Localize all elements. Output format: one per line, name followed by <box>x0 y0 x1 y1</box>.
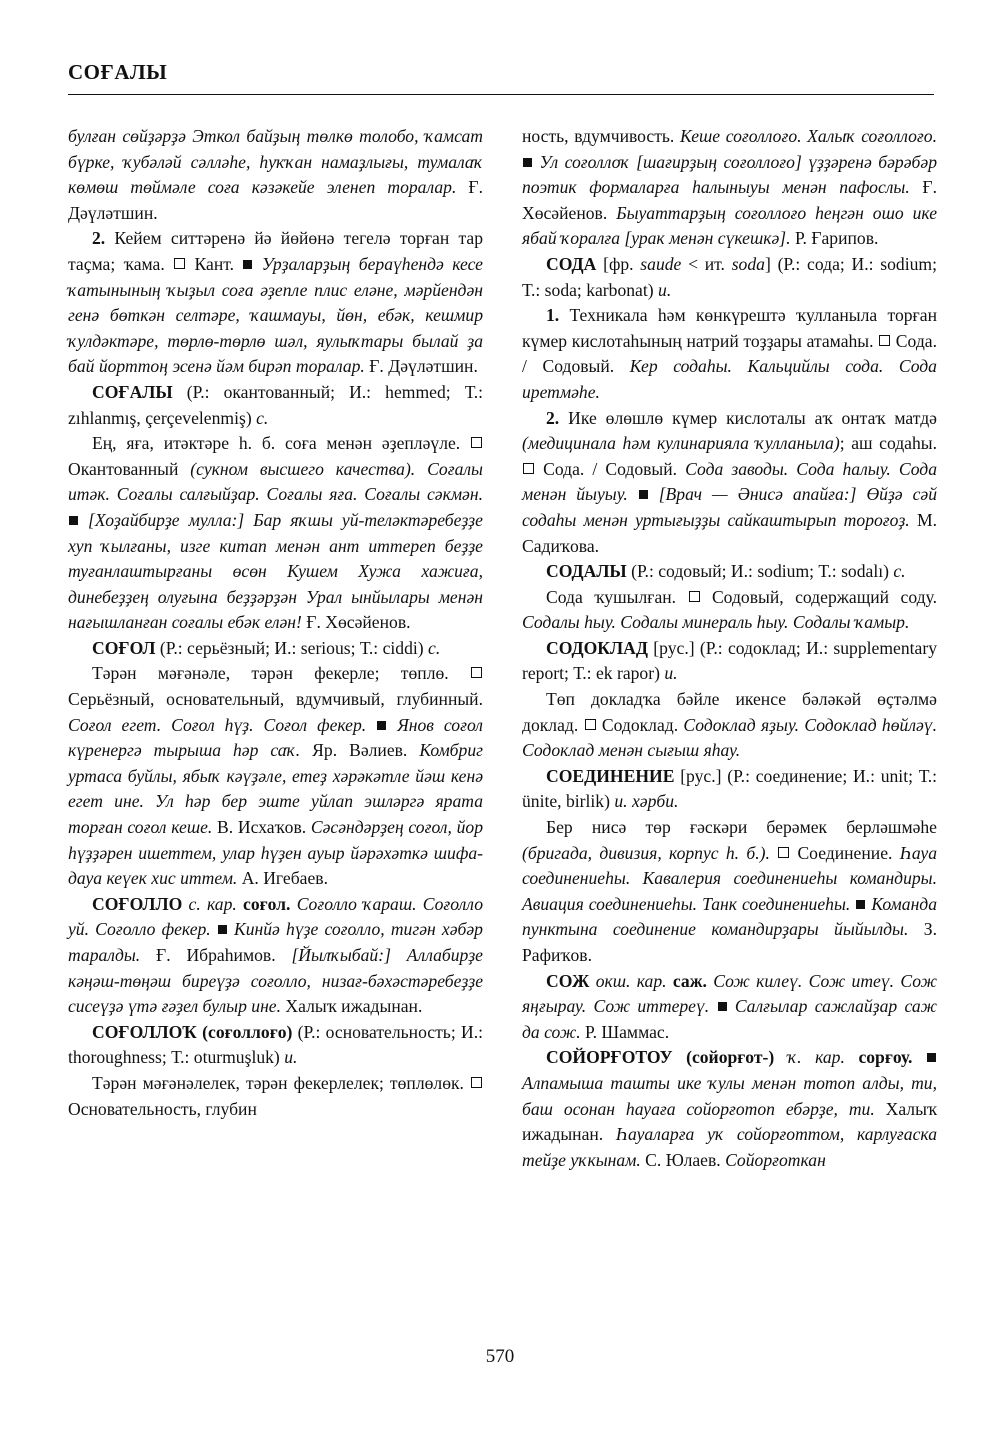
body-text: < ит. <box>681 253 732 274</box>
body-text: Содоклад. <box>596 714 679 735</box>
left-column <box>68 124 483 1122</box>
citation-marker-icon <box>927 1053 936 1062</box>
translation-marker-icon <box>879 335 890 346</box>
example-text: Салғылар сажлайҙар саж да сож. <box>522 996 937 1042</box>
example-text: Содалы һыу. Содалы минераль һыу. Содалы ҡамыр. <box>522 612 910 633</box>
body-text: (Р.: содовый; И.: sodium; Т.: sodalı) <box>626 561 894 582</box>
body-text <box>770 843 777 863</box>
bold-text: сорғоу. <box>844 1047 913 1068</box>
body-text: (Р.: основательность; И.: thoroughness; Т.: oturmuşluk) <box>68 1021 483 1068</box>
headword: СОДА <box>546 253 597 274</box>
body-text: Ғ. Хөсәйенов. <box>301 612 411 633</box>
bold-text: саж. <box>666 970 707 991</box>
body-text: Серьёзный, основательный, вдумчивый, глубинный. <box>68 689 483 710</box>
body-text: В. Исхаҡов. <box>212 817 307 838</box>
citation-marker-icon <box>856 900 865 909</box>
example-text: Сож килеү. Сож итеү. Сож яңғырау. Сож иттереү. <box>522 970 937 1017</box>
citation-marker-icon <box>377 721 386 730</box>
right-paragraph <box>522 406 937 560</box>
example-text: Соғалы итәк. Соғалы салғыйҙар. Соғалы яға. Соғалы сәкмән. <box>68 458 483 505</box>
example-text: Һауаларға уҡ сойорғоттом, карлуғаска тейҙе уҡкынам. <box>522 1124 937 1170</box>
body-text: Р. Ғарипов. <box>790 228 879 249</box>
body-text: Халыҡ ижадынан. <box>522 1098 937 1145</box>
right-paragraph <box>522 764 937 815</box>
example-text: [Врач — Әнисә апайға:] Өйҙә сәй содаһы менән уртығыҙҙы сайкаштырып тороғоҙ. <box>522 484 937 530</box>
bold-text: 1. <box>546 305 560 326</box>
grammar-label: с. <box>893 561 906 582</box>
grammar-label: и. <box>284 1047 298 1068</box>
body-text: Ғ. Дәүләтшин. <box>68 177 484 223</box>
body-text: Яр. Вәлиев. <box>300 740 408 761</box>
example-text: Команда пунктына соединение командирҙары йыйылды. <box>522 893 937 940</box>
body-text: Р. Шаммас. <box>580 1021 670 1042</box>
citation-marker-icon <box>218 925 227 934</box>
grammar-label: ҡ. кар. <box>774 1047 845 1068</box>
example-text: Содоклад яҙыу. Содоклад һөйләү. Содоклад менән сығыш яһау. <box>522 714 937 761</box>
example-text: Соғолло ҡараш. Соғолло уй. Соғолло фекер. <box>68 893 483 940</box>
translation-marker-icon <box>471 437 482 448</box>
right-paragraph <box>522 1045 937 1173</box>
translation-marker-icon <box>471 1077 482 1088</box>
body-text: ] (Р.: сода; И.: sodium; Т.: soda; karbonat) <box>522 253 937 300</box>
body-text: Ғ. Хөсәйенов. <box>522 177 937 223</box>
body-text: Сода. / Содовый. <box>535 458 678 479</box>
body-text: [рус.] (Р.: соединение; И.: unit; Т.: ünite, birlik) <box>522 765 937 812</box>
right-paragraph <box>522 303 937 405</box>
left-paragraph <box>68 1071 483 1122</box>
body-text <box>912 1047 926 1067</box>
grammar-label: и. <box>658 279 672 300</box>
headword: СОҒАЛЫ <box>92 381 173 402</box>
headword: СОҒОЛЛОҠ (соғоллоғо) <box>92 1021 293 1042</box>
body-text: Окантованный <box>68 458 191 479</box>
body-text: Соединение. <box>790 842 893 863</box>
right-paragraph <box>522 815 937 969</box>
body-text: Сода ҡушылған. <box>546 586 688 607</box>
body-text: А. Игебаев. <box>237 868 329 889</box>
headword: СОЖ <box>546 970 590 991</box>
bold-text: 2. <box>546 407 560 428</box>
body-text: Төп докладҡа бәйле икенсе бәләкәй өҫтәлмә доклад. <box>522 689 937 735</box>
left-paragraph <box>68 124 483 226</box>
example-text: [Хоҙайбирҙе мулла:] Бар яҡшы уй-теләктәребеҙҙе хуп ҡылғаны, изге китап менән ант иттереп беҙҙе туғанлаштырғаны өсөн Кушем Хужа хажиға, динебеҙҙең олуғына беҙҙәрҙән Урал ынйылары менән нағышланған соғалы ебәк елән! <box>68 509 483 633</box>
body-text: ность, вдумчивость. <box>522 126 675 146</box>
body-text: ; аш содаһы. <box>839 433 938 454</box>
example-text: Кеше соғоллоғо. Халыҡ соғоллоғо. <box>674 126 937 146</box>
example-text: Алпамыша ташты ике ҡулы менән тотоп алды, ти, баш осонан һауаға сойорғотоп ебәрҙе, ти. <box>522 1072 937 1119</box>
right-column <box>522 124 937 1173</box>
right-paragraph <box>522 636 937 687</box>
body-text: Бер нисә төр ғәскәри берәмек берләшмәһе <box>546 817 937 838</box>
body-text: Ғ. Дәүләтшин. <box>364 356 478 377</box>
headword: СОЙОРҒОТОУ (сойорғот-) <box>546 1047 775 1068</box>
body-text: Халыҡ ижадынан. <box>281 996 423 1017</box>
headword: СОДОКЛАД <box>546 637 648 658</box>
right-paragraph <box>522 687 937 764</box>
translation-marker-icon <box>585 719 596 730</box>
left-paragraph <box>68 1020 483 1071</box>
example-text: Янов соғол күренергә тырыша һәр саҡ. <box>68 714 483 761</box>
grammar-label: с. <box>428 637 441 658</box>
example-text: Сода заводы. Сода һалыу. Сода менән йыуыу. <box>522 458 937 505</box>
grammar-label: soda <box>731 253 765 274</box>
body-text: Тәрән мәғәнәле, тәрән фекерле; төплө. <box>92 663 470 684</box>
bold-text: 2. <box>92 228 106 249</box>
body-text: Техникала һәм көнкүрештә ҡулланыла торған күмер кислотаһының натрий тоҙҙары атамаһы. <box>522 305 937 351</box>
grammar-label: (медицинала һәм кулинарияла ҡулланыла) <box>522 433 840 454</box>
left-paragraph <box>68 892 483 1020</box>
body-text: Кейем ситтәренә йә йөйөнә тегелә торған тар таҫма; ҡама. <box>68 228 483 274</box>
left-paragraph <box>68 226 483 380</box>
body-text: [рус.] (Р.: содоклад; И.: supplementary report; Т.: ek rapor) <box>522 637 937 684</box>
body-text: Основательность, глубин <box>68 1098 257 1119</box>
left-paragraph <box>68 431 483 636</box>
body-text: Сода. / Содовый. <box>522 330 937 377</box>
translation-marker-icon <box>778 847 789 858</box>
left-paragraph <box>68 661 483 891</box>
headword: СОҒОЛ <box>92 637 156 658</box>
translation-marker-icon <box>523 463 534 474</box>
body-text: Содовый, содержащий соду. <box>700 586 937 607</box>
right-paragraph <box>522 252 937 303</box>
grammar-label: окш. кар. <box>589 970 667 991</box>
body-text: Ғ. Ибраһимов. <box>140 945 276 965</box>
example-text: Кинйә һүҙе соғолло, тигән хәбәр таралды. <box>68 919 483 965</box>
citation-marker-icon <box>243 260 252 269</box>
translation-marker-icon <box>471 667 482 678</box>
grammar-label: (бригада, дивизия, корпус һ. б.). <box>522 842 770 863</box>
page-number: 570 <box>485 1346 515 1367</box>
example-text: Соғол егет. Соғол һүҙ. Соғол фекер. <box>68 714 377 735</box>
grammar-label: и. хәрби. <box>614 791 679 812</box>
example-text: Сойорғоткан <box>720 1149 826 1170</box>
grammar-label: и. <box>664 663 678 684</box>
right-paragraph <box>522 124 937 252</box>
headword: СОДАЛЫ <box>546 561 627 582</box>
left-paragraph <box>68 636 483 662</box>
citation-marker-icon <box>523 158 532 167</box>
body-text: Ике өлөшлө күмер кислоталы аҡ онтаҡ матдә <box>559 407 937 428</box>
body-text: С. Юлаев. <box>640 1149 721 1170</box>
body-text: (Р.: серьёзный; И.: serious; Т.: ciddi) <box>155 637 429 658</box>
grammar-label: с. кар. <box>182 893 237 914</box>
running-head: СОҒАЛЫ <box>68 60 168 84</box>
body-text: М. Садиҡова. <box>522 509 937 556</box>
bold-text: соғол. <box>236 893 291 914</box>
citation-marker-icon <box>69 516 78 525</box>
example-text: Быуаттарҙың соғоллоғо һеңгән ошо ике ябай ҡоралға [урак менән сүкешкә]. <box>522 202 937 249</box>
body-text: [фр. <box>596 253 641 274</box>
example-text: [Йылҡыбай:] Аллабирҙе кәңәш-төңәш биреүҙә соғолло, низағ-бәхәстәребеҙҙе сисеүҙә үтә ғәҙел булыр ине. <box>68 945 483 1017</box>
citation-marker-icon <box>639 490 648 499</box>
grammar-label: saude <box>640 253 682 274</box>
headword: СОЕДИНЕНИЕ <box>546 765 675 786</box>
grammar-label: с. <box>256 407 269 428</box>
translation-marker-icon <box>689 591 700 602</box>
example-text: Һауа соединениеһы. Кавалерия соединениеһы командиры. Авиация соединениеһы. Танк соединениеһы. <box>522 842 937 914</box>
translation-marker-icon <box>174 258 185 269</box>
header-rule <box>68 94 934 95</box>
headword: СОҒОЛЛО <box>92 893 183 914</box>
grammar-label: (сукном высшего качества). <box>190 458 416 479</box>
right-paragraph <box>522 585 937 636</box>
body-text: (Р.: окантованный; И.: hemmed; Т.: zıhlanmış, çerçevelenmiş) <box>68 381 483 428</box>
example-text: Сәсәндәрҙең соғол, йор һүҙҙәрен ишеттем, улар һүҙен ауыр йәрәхәткә шифа-дауа кеүек хис иттем. <box>68 817 483 889</box>
example-text: булған сөйҙәрҙә Эткол байҙың төлкө толобо, ҡамсат бүрке, ҡубәләй сәлләһе, һуҡҡан намаҙлығы, тумалаҡ көмөш төймәле соға кәзәкейе эленеп торалар. <box>68 126 483 198</box>
body-text: Ең, яға, итәктәре һ. б. соға менән әҙепләүле. <box>92 433 470 454</box>
body-text: Тәрән мәғәнәлелек, тәрән фекерлелек; төплөлөк. <box>92 1072 470 1093</box>
example-text: Комбриг уртаса буйлы, ябыҡ кәүҙәле, етеҙ хәрәкәтле йәш кенә егет ине. Ул һәр бер эште уйлап эшләргә ярата торған соғол кеше. <box>68 740 483 838</box>
body-text: З. Рафиҡов. <box>522 919 937 965</box>
citation-marker-icon <box>718 1002 727 1011</box>
body-text: Кант. <box>186 253 243 274</box>
example-text: Кер содаһы. Кальцийлы сода. Сода иретмәһе. <box>522 356 937 402</box>
example-text: Ул соғоллоҡ [шағирҙың соғоллоғо] үҙҙәренә бәрәбәр поэтик формаларға һалыныуы менән пафослы. <box>522 151 937 198</box>
right-paragraph <box>522 559 937 585</box>
left-paragraph <box>68 380 483 431</box>
right-paragraph <box>522 969 937 1046</box>
example-text: Урҙаларҙың бераүһендә кесе ҡатынының ҡыҙыл соға әҙепле плис еләне, мәрйендән генә бөткән селтәре, ҡашмауы, йөн, ебәк, кешмир ҡулдәктәре, төрлө-төрлө шәл, яулыҡтары былай ҙа бай йорттоң эсенә йәм бирәп торалар. <box>68 253 483 377</box>
